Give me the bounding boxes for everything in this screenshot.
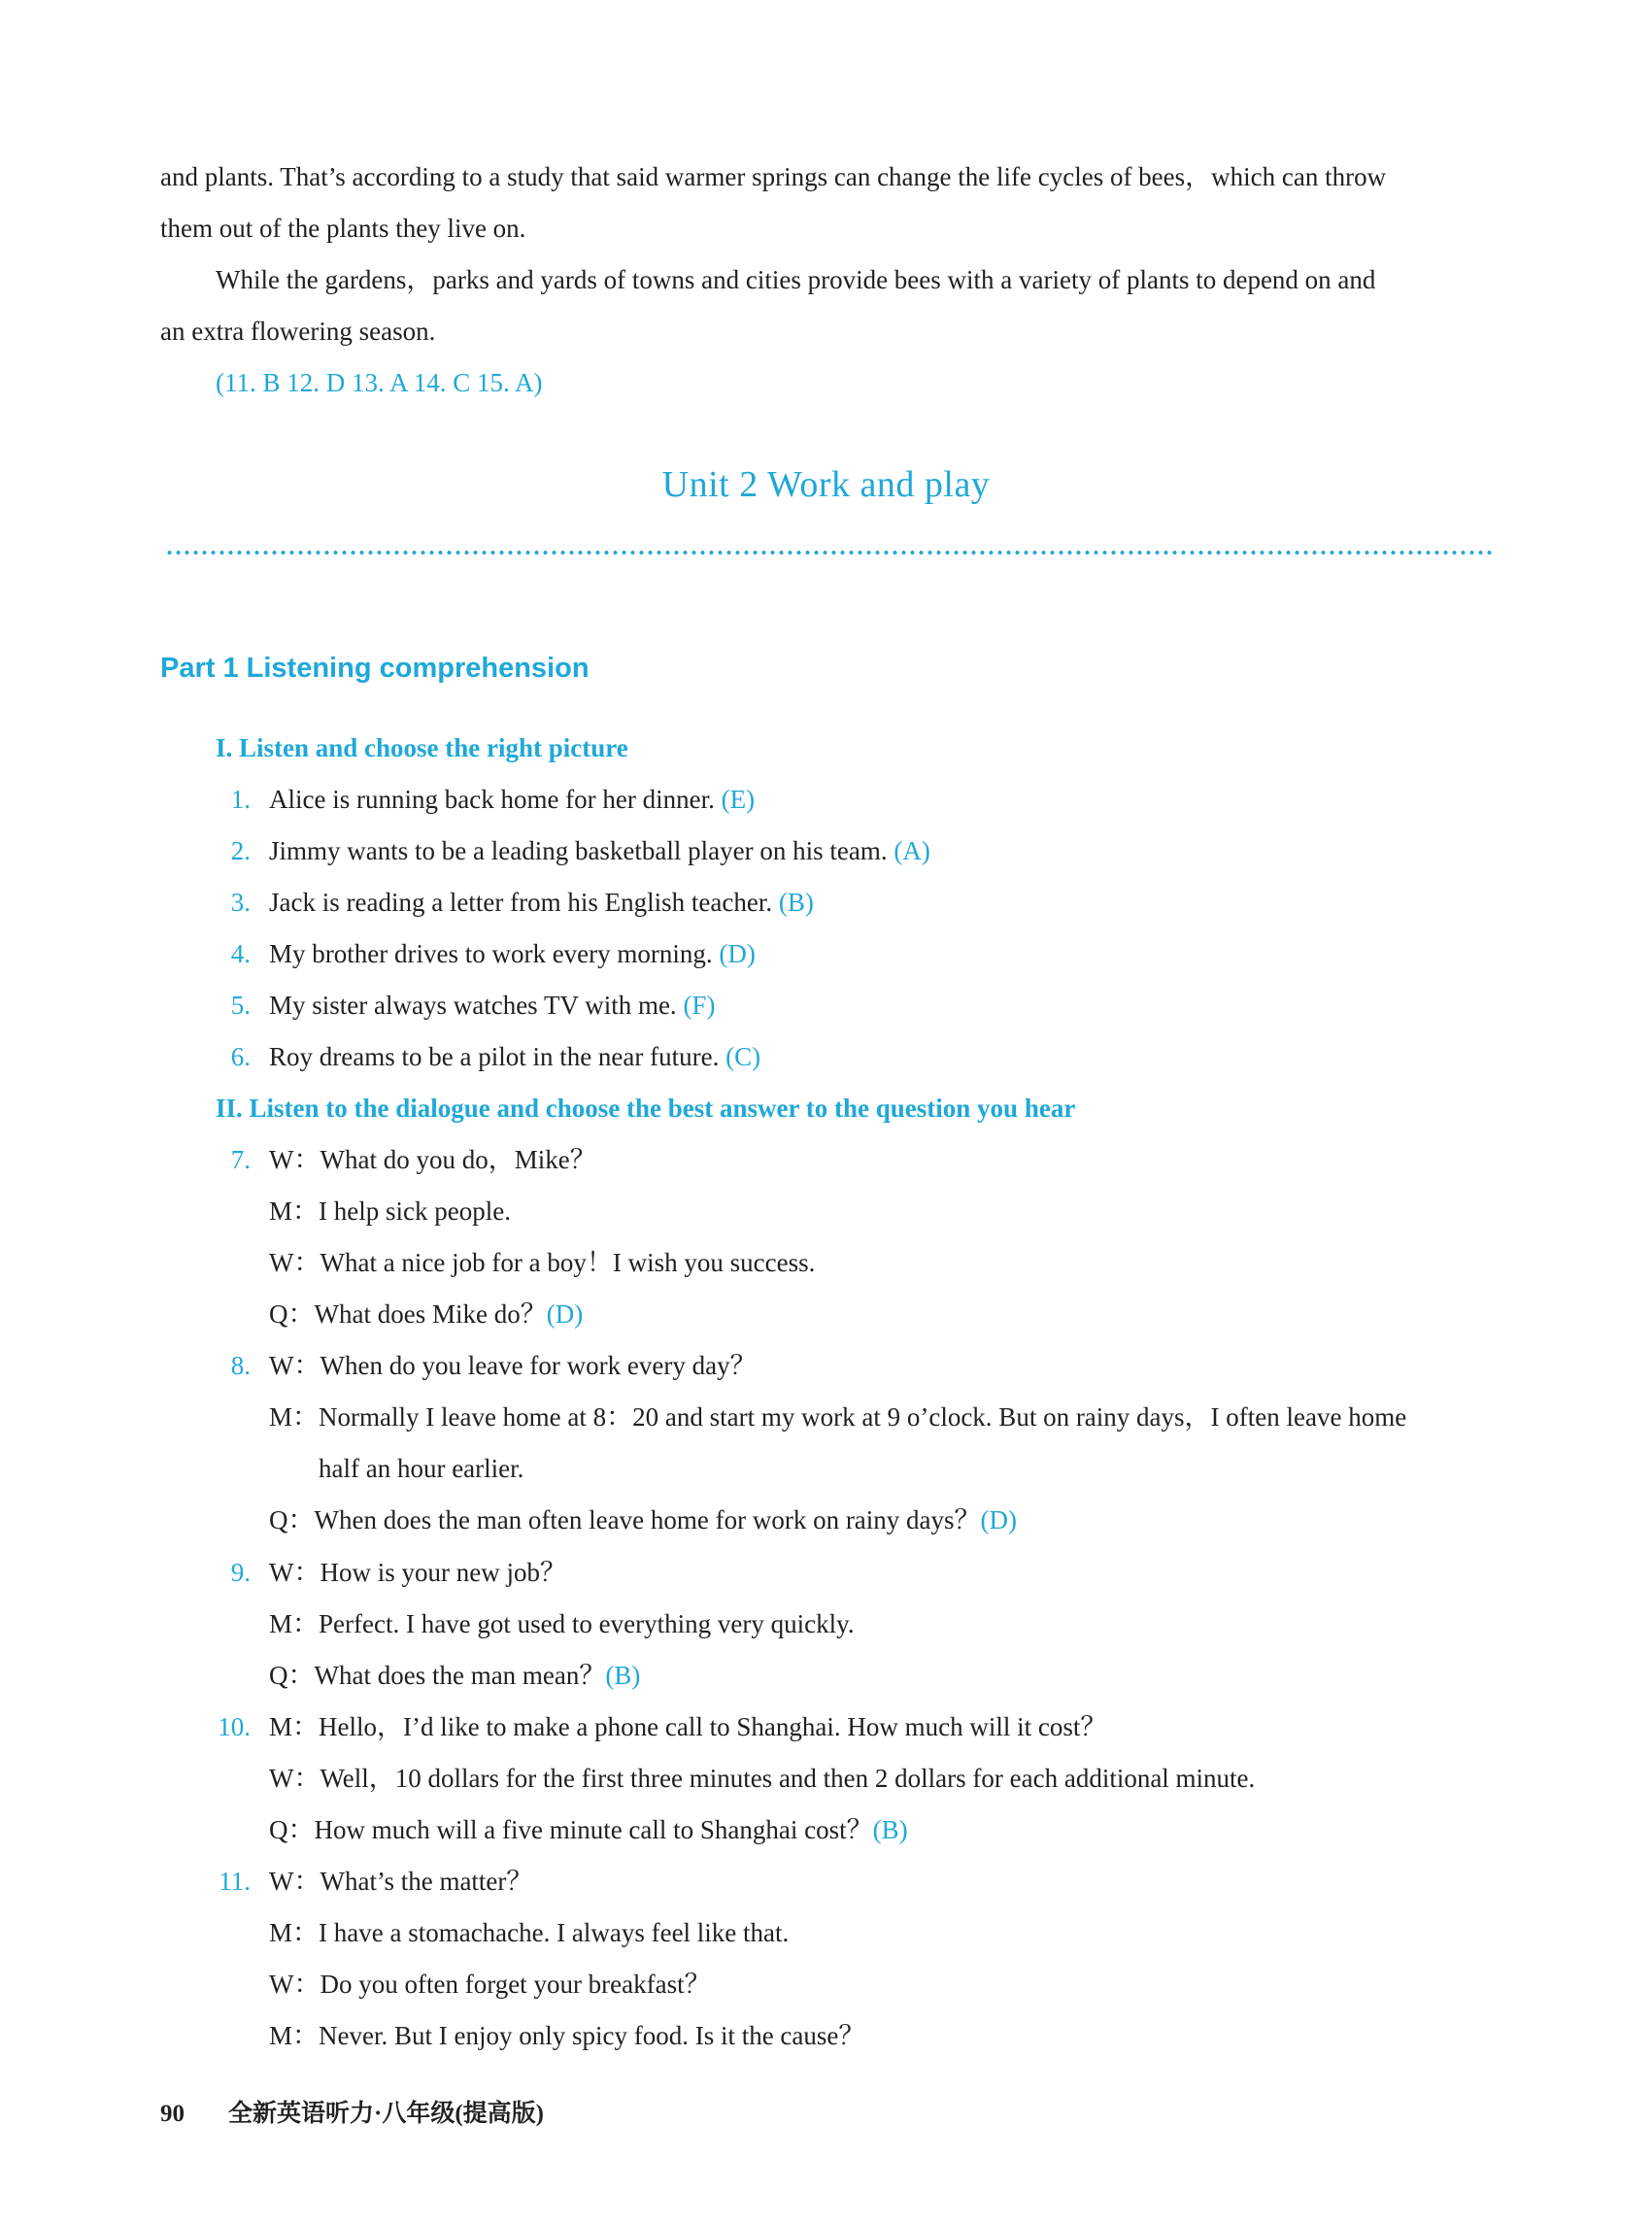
intro-p2-line1: While the gardens，parks and yards of towns and cities provide bees with a variety of plants to depend on and xyxy=(216,265,1376,294)
intro-p1-line2: them out of the plants they live on. xyxy=(160,214,526,243)
dotted-divider xyxy=(165,550,1496,556)
item-number: 4. xyxy=(230,939,251,968)
part-heading: Part 1 Listening comprehension xyxy=(160,653,590,684)
question-answer: (B) xyxy=(872,1815,908,1844)
page-footer xyxy=(160,2099,544,2130)
item-answer: (B) xyxy=(778,888,814,917)
dialogue-line-continued: half an hour earlier. xyxy=(319,1454,524,1483)
item-answer: (D) xyxy=(719,939,756,968)
question-line: Q：How much will a five minute call to Shanghai cost？ xyxy=(269,1815,873,1844)
question-line: Q：What does Mike do？ xyxy=(269,1299,547,1329)
dialogue-line: M：I have a stomachache. I always feel like that. xyxy=(269,1918,790,1947)
item-number: 2. xyxy=(230,836,251,865)
item-text: Jimmy wants to be a leading basketball player on his team. xyxy=(269,836,888,865)
dialogue-line: W：What a nice job for a boy！I wish you success. xyxy=(269,1248,816,1277)
intro-p1-line1: and plants. That’s according to a study that said warmer springs can change the life cycles of bees，which can throw xyxy=(160,162,1387,191)
item-text: My brother drives to work every morning. xyxy=(269,939,713,968)
question-number-7: 7. xyxy=(230,1145,251,1174)
item-answer: (F) xyxy=(683,991,716,1020)
item-number: 1. xyxy=(230,785,251,814)
question-number-11: 11. xyxy=(219,1867,251,1896)
dialogue-line: W：Do you often forget your breakfast？ xyxy=(269,1970,711,1999)
dialogue-line: M：Perfect. I have got used to everything very quickly. xyxy=(269,1609,855,1638)
item-answer: (A) xyxy=(893,836,930,865)
item-number: 6. xyxy=(230,1042,251,1071)
dialogue-line: W：How is your new job？ xyxy=(269,1558,566,1587)
section-heading-2: II. Listen to the dialogue and choose the best answer to the question you hear xyxy=(216,1094,1076,1123)
book-title: 全新英语听力·八年级(提高版) xyxy=(228,2101,544,2127)
dialogue-line: M：Never. But I enjoy only spicy food. Is it the cause？ xyxy=(269,2021,865,2050)
question-number-8: 8. xyxy=(230,1351,251,1380)
dialogue-line: W：What’s the matter？ xyxy=(269,1867,533,1896)
question-answer: (D) xyxy=(546,1299,584,1329)
dialogue-line: M：Hello，I’d like to make a phone call to Shanghai. How much will it cost？ xyxy=(269,1712,1107,1741)
item-answer: (C) xyxy=(725,1042,761,1071)
intro-answers: (11. B 12. D 13. A 14. C 15. A) xyxy=(216,368,543,397)
unit-title: Unit 2 Work and play xyxy=(661,464,991,505)
item-text: Alice is running back home for her dinner. xyxy=(269,785,715,814)
dialogue-line: W：Well，10 dollars for the first three minutes and then 2 dollars for each additional minute. xyxy=(269,1764,1256,1793)
section-heading-1: I. Listen and choose the right picture xyxy=(216,733,628,762)
dialogue-line: M：Normally I leave home at 8：20 and start my work at 9 o’clock. But on rainy days，I often leave home xyxy=(269,1402,1407,1432)
item-text: Jack is reading a letter from his English teacher. xyxy=(269,888,773,917)
item-answer: (E) xyxy=(721,785,756,814)
dialogue-line: M：I help sick people. xyxy=(269,1197,511,1226)
question-number-10: 10. xyxy=(218,1712,251,1741)
question-number-9: 9. xyxy=(230,1558,251,1587)
item-text: Roy dreams to be a pilot in the near future. xyxy=(269,1042,720,1071)
item-number: 3. xyxy=(230,888,251,917)
question-answer: (D) xyxy=(980,1505,1018,1534)
item-text: My sister always watches TV with me. xyxy=(269,991,677,1020)
question-line: Q：What does the man mean？ xyxy=(269,1661,606,1690)
page-number: 90 xyxy=(160,2101,185,2127)
item-number: 5. xyxy=(230,991,251,1020)
dialogue-line: W：What do you do，Mike？ xyxy=(269,1145,596,1174)
question-line: Q：When does the man often leave home for work on rainy days？ xyxy=(269,1505,981,1534)
dialogue-line: W：When do you leave for work every day？ xyxy=(269,1351,757,1380)
intro-p2-line2: an extra flowering season. xyxy=(160,317,436,346)
question-answer: (B) xyxy=(605,1661,641,1690)
